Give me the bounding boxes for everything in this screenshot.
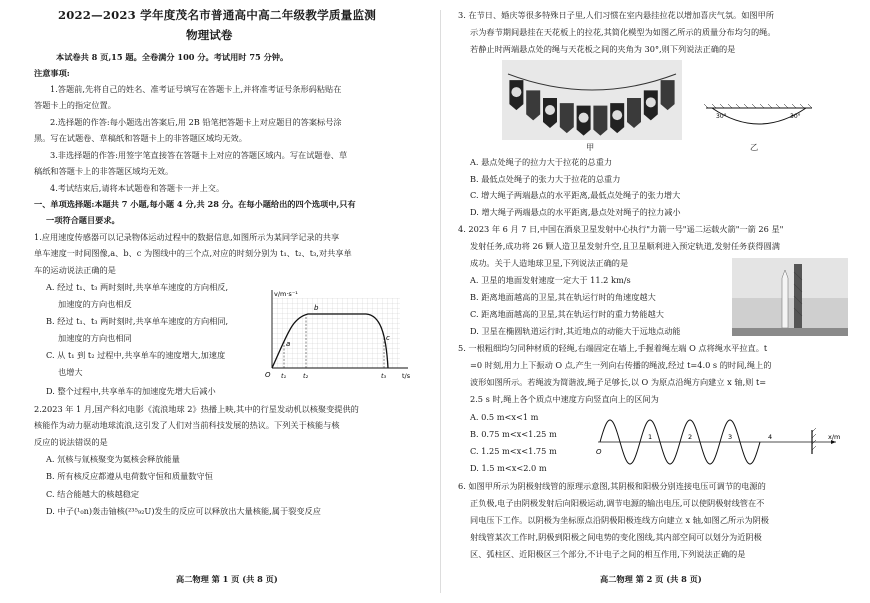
angle-label-left: 30° bbox=[716, 113, 727, 120]
q1-option-c: C. 从 t₁ 到 t₂ 过程中,共享单车的速度增大,加速度 bbox=[46, 350, 226, 360]
flag bbox=[661, 80, 675, 110]
q3-text: 若静止时两端悬点处的绳与天花板之间的夹角为 30°,则下列说法正确的是 bbox=[470, 44, 736, 54]
page-2 bbox=[450, 0, 865, 603]
q1-option-a-cont: 加速度的方向也相反 bbox=[58, 299, 132, 309]
page-1 bbox=[0, 0, 432, 603]
q1-option-c-cont: 也增大 bbox=[58, 367, 83, 377]
graph-grid bbox=[272, 298, 400, 368]
q4-option-c: C. 距离地面越高的卫星,其在轨运行时的重力势能越大 bbox=[470, 309, 664, 319]
flag bbox=[593, 106, 607, 136]
figure-label-b: 乙 bbox=[750, 142, 759, 152]
q2-text: 2.2023 年 1 月,国产科幻电影《流浪地球 2》热播上映,其中的行星发动机以核聚变提供的 bbox=[34, 404, 359, 414]
tick-t1: t₁ bbox=[281, 372, 287, 380]
figure-label-a: 甲 bbox=[586, 142, 595, 152]
exam-title: 2022—2023 学年度茂名市普通高中高二年级教学质量监测 bbox=[58, 8, 377, 22]
q2-text: 核能作为动力驱动地球流浪,这引发了人们对当前科技发展的热议。下列关于核能与核 bbox=[34, 420, 340, 430]
point-a: a bbox=[286, 340, 291, 348]
q5-option-c: C. 1.25 m<x<1.75 m bbox=[470, 446, 557, 456]
flag bbox=[560, 103, 574, 133]
flag bbox=[543, 98, 557, 128]
subject-title: 物理试卷 bbox=[186, 28, 233, 42]
q1-option-b: B. 经过 t₁、t₃ 两时刻时,共享单车速度的方向相同, bbox=[46, 316, 229, 326]
rope-diagram bbox=[702, 100, 818, 150]
q4-text: 4. 2023 年 6 月 7 日,中国在酒泉卫星发射中心执行"力箭一号"遥二运载火箭"一箭 26 星" bbox=[458, 224, 784, 234]
q2-option-a: A. 氘核与氚核聚变为氦核会释放能量 bbox=[46, 454, 180, 464]
q6-text: 射线管某次工作时,阴极到阳极之间电势的变化图线,其内部空间可以划分为近阴极 bbox=[470, 532, 762, 542]
q5-text: 波形如图所示。若绳波为简谐波,绳子足够长,以 O 为原点沿绳方向建立 x 轴,则 t= bbox=[470, 377, 767, 387]
axis-unit: x/m bbox=[828, 433, 841, 441]
notice-line: 1.答题前,先将自己的姓名、准考证号填写在答题卡上,并将准考证号条形码粘贴在 bbox=[50, 84, 342, 94]
page-divider bbox=[440, 10, 441, 593]
flag bbox=[577, 106, 591, 136]
q5-option-d: D. 1.5 m<x<2.0 m bbox=[470, 463, 547, 473]
flag bbox=[610, 103, 624, 133]
rope-wave-diagram bbox=[590, 412, 852, 472]
flag bbox=[644, 90, 658, 120]
notice-line: 答题卡上的指定位置。 bbox=[34, 100, 116, 110]
graph-xlabel: t/s bbox=[402, 372, 411, 380]
point-b: b bbox=[314, 304, 319, 312]
graph-origin: O bbox=[265, 371, 271, 379]
q1-text: 1.应用速度传感器可以记录物体运动过程中的数据信息,如图所示为某同学记录的共享 bbox=[34, 232, 340, 242]
q4-option-a: A. 卫星的地面发射速度一定大于 11.2 km/s bbox=[470, 275, 631, 285]
q6-text: 6. 如图甲所示为阴极射线管的原理示意图,其阴极和阳极分别连接电压可调节的电源的 bbox=[458, 481, 766, 491]
q2-option-c: C. 结合能越大的核越稳定 bbox=[46, 489, 140, 499]
point-c: c bbox=[386, 334, 390, 342]
q3-option-c: C. 增大绳子两端悬点的水平距离,最低点处绳子的张力增大 bbox=[470, 190, 681, 200]
q6-text: 区、弧柱区、近阳极区三个部分,不计电子之间的相互作用,下列说法正确的是 bbox=[470, 549, 746, 559]
q5-option-a: A. 0.5 m<x<1 m bbox=[470, 412, 539, 422]
angle-label-right: 30° bbox=[790, 113, 801, 120]
section-heading: 一、单项选择题:本题共 7 小题,每小题 4 分,共 28 分。在每小题给出的四个选项中,只有 bbox=[34, 199, 356, 209]
rocket-body bbox=[782, 270, 788, 328]
q3-option-a: A. 悬点处绳子的拉力大于拉花的总重力 bbox=[470, 157, 613, 167]
flag bbox=[526, 90, 540, 120]
q5-text: =0 时刻,用力上下振动 O 点,产生一列向右传播的绳波,经过 t=4.0 s 的时间,绳上的 bbox=[470, 360, 772, 370]
velocity-time-graph bbox=[262, 288, 414, 382]
flag bbox=[627, 98, 641, 128]
q3-text: 示为春节期间悬挂在天花板上的拉花,其简化模型为如图乙所示的质量分布均匀的绳。 bbox=[470, 27, 776, 37]
q3-option-b: B. 最低点处绳子的张力大于拉花的总重力 bbox=[470, 174, 621, 184]
q5-option-b: B. 0.75 m<x<1.25 m bbox=[470, 429, 557, 439]
q2-text: 反应的说法错误的是 bbox=[34, 437, 108, 447]
q4-option-d: D. 卫星在椭圆轨道运行时,其近地点的动能大于远地点动能 bbox=[470, 326, 681, 336]
q1-option-a: A. 经过 t₁、t₃ 两时刻时,共享单车速度的方向相反, bbox=[46, 282, 229, 292]
tick-4: 4 bbox=[768, 433, 773, 441]
q4-option-b: B. 距离地面越高的卫星,其在轨运行时的角速度越大 bbox=[470, 292, 656, 302]
q2-option-d: D. 中子(¹₀n)轰击铀核(²³⁵₉₂U)发生的反应可以释放出大量核能,属于裂变反应 bbox=[46, 506, 321, 516]
notice-title: 注意事项: bbox=[34, 68, 70, 78]
page-footer: 高二物理 第 2 页 (共 8 页) bbox=[600, 574, 702, 584]
q5-text: 5. 一根粗细均匀同种材质的轻绳,右端固定在墙上,手握着绳左端 O 点将绳水平拉直。t bbox=[458, 343, 768, 353]
q1-text: 车的运动说法正确的是 bbox=[34, 265, 116, 275]
q3-text: 3. 在节日、婚庆等很多特殊日子里,人们习惯在室内悬挂拉花以增加喜庆气氛。如图甲所 bbox=[458, 10, 774, 20]
tick-1: 1 bbox=[648, 433, 653, 441]
q6-text: 正负极,电子由阴极发射后向阳极运动,调节电源的输出电压,可以使阴极射线管在不 bbox=[470, 498, 765, 508]
q2-option-b: B. 所有核反应都遵从电荷数守恒和质量数守恒 bbox=[46, 471, 213, 481]
notice-line: 4.考试结束后,请将本试题卷和答题卡一并上交。 bbox=[50, 183, 225, 193]
section-heading: 一项符合题目要求。 bbox=[46, 215, 120, 225]
axis-origin: O bbox=[596, 448, 602, 456]
rocket-photo bbox=[732, 258, 848, 336]
tick-2: 2 bbox=[688, 433, 693, 441]
festive-flags-photo bbox=[502, 60, 682, 140]
graph-ylabel: v/m·s⁻¹ bbox=[274, 290, 298, 298]
notice-line: 2.选择题的作答:每小题选出答案后,用 2B 铅笔把答题卡上对应题目的答案标号涂 bbox=[50, 117, 342, 127]
page-footer: 高二物理 第 1 页 (共 8 页) bbox=[176, 574, 278, 584]
q1-option-b-cont: 加速度的方向也相同 bbox=[58, 333, 132, 343]
notice-line: 3.非选择题的作答:用签字笔直接答在答题卡上对应的答题区域内。写在试题卷、草 bbox=[50, 150, 348, 160]
q4-text: 成功。关于人造地球卫星,下列说法正确的是 bbox=[470, 258, 629, 268]
q4-text: 发射任务,成功将 26 颗人造卫星发射升空,且卫星顺利进入预定轨道,发射任务获得圆满 bbox=[470, 241, 780, 251]
tick-t2: t₂ bbox=[303, 372, 309, 380]
notice-line: 黑。写在试题卷、草稿纸和答题卡上的非答题区域均无效。 bbox=[34, 133, 247, 143]
q1-option-d: D. 整个过程中,共享单车的加速度先增大后减小 bbox=[46, 386, 216, 396]
notice-line: 稿纸和答题卡上的非答题区域均无效。 bbox=[34, 166, 174, 176]
q5-text: 2.5 s 时,绳上各个质点中速度方向竖直向上的区间为 bbox=[470, 394, 659, 404]
q3-option-d: D. 增大绳子两端悬点的水平距离,悬点处对绳子的拉力减小 bbox=[470, 207, 681, 217]
q1-text: 单车速度一时间图像,a、b、c 为图线中的三个点,对应的时刻分别为 t₁、t₂、t₃,对共享单 bbox=[34, 248, 352, 258]
tick-t3: t₃ bbox=[381, 372, 387, 380]
q6-text: 同电压下工作。以阴极为坐标原点沿阴极阳极连线方向建立 x 轴,如图乙所示为阴极 bbox=[470, 515, 769, 525]
exam-info: 本试卷共 8 页,15 题。全卷满分 100 分。考试用时 75 分钟。 bbox=[56, 52, 289, 62]
flag bbox=[509, 80, 523, 110]
tick-3: 3 bbox=[728, 433, 733, 441]
